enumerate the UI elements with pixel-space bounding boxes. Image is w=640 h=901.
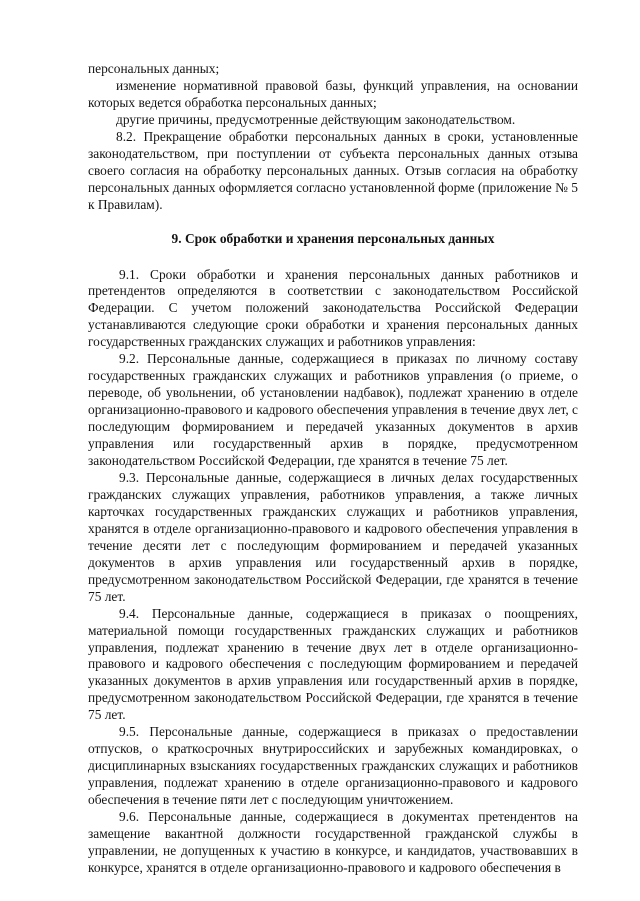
clause-9-5: 9.5. Персональные данные, содержащиеся в приказах о предоставлении отпусков, о краткосрочных внутрироссийских и зарубежных командировках, о дисциплинарных взысканиях государственных гражданских служащих и работников управления, подлежат хранению в отделе организационно-правового и кадрового обеспечения в течение пяти лет с последующим уничтожением. — [88, 724, 578, 808]
clause-9-3: 9.3. Персональные данные, содержащиеся в личных делах государственных гражданских служащих управления, работников управления, а также личных карточках государственных гражданских служащих и работников управления, хранятся в отделе организационно-правового и кадрового обеспечения управления в течение десяти лет с последующим формированием и передачей указанных документов в архив управления или государственный архив в порядке, предусмотренном законодательством Российской Федерации, где хранятся в течение 75 лет. — [88, 469, 578, 604]
section-heading: 9. Срок обработки и хранения персональных данных — [171, 230, 495, 246]
clause-9-2: 9.2. Персональные данные, содержащиеся в приказах по личному составу государственных гражданских служащих и работников управления (о приеме, о переводе, об увольнении, об установлении надбавок), подлежат хранению в отделе организационно-правового и кадрового обеспечения управления в течение двух лет, с последующим формированием и передачей указанных документов в архив управления или государственный архив в порядке, предусмотренном законодательством Российской Федерации, где хранятся в течение 75 лет. — [88, 351, 578, 469]
document-body — [88, 61, 578, 877]
clause-9-6: 9.6. Персональные данные, содержащиеся в документах претендентов на замещение вакантной должности государственной гражданской службы в управлении, не допущенных к участию в конкурсе, и кандидатов, участвовавших в конкурсе, хранятся в отделе организационно-правового и кадрового обеспечения в — [88, 809, 578, 875]
list-item-normative-change: изменение нормативной правовой базы, функций управления, на основании которых ведется обработка персональных данных; — [88, 77, 578, 110]
continuation-fragment: персональных данных; — [88, 61, 220, 76]
clause-9-1: 9.1. Сроки обработки и хранения персональных данных работников и претендентов определяются в соответствии с законодательством Российской Федерации. С учетом положений законодательства Российской Федерации устанавливаются следующие сроки обработки и хранения персональных данных государственных гражданских служащих и работников управления: — [88, 266, 578, 350]
clause-9-4: 9.4. Персональные данные, содержащиеся в приказах о поощрениях, материальной помощи государственных гражданских служащих и работников управления, подлежат хранению в течение двух лет в отделе организационно-правового и кадрового обеспечения с последующим формированием и передачей указанных документов в архив управления или государственный архив в порядке, предусмотренном законодательством Российской Федерации, где хранятся в течение 75 лет. — [88, 605, 578, 723]
clause-8-2: 8.2. Прекращение обработки персональных данных в сроки, установленные законодательством, при поступлении от субъекта персональных данных отзыва своего согласия на обработку персональных данных. Отзыв согласия на обработку персональных данных оформляется согласно установленной форме (приложение № 5 к Правилам). — [88, 128, 578, 212]
list-item-other-reasons: другие причины, предусмотренные действующим законодательством. — [116, 111, 516, 127]
